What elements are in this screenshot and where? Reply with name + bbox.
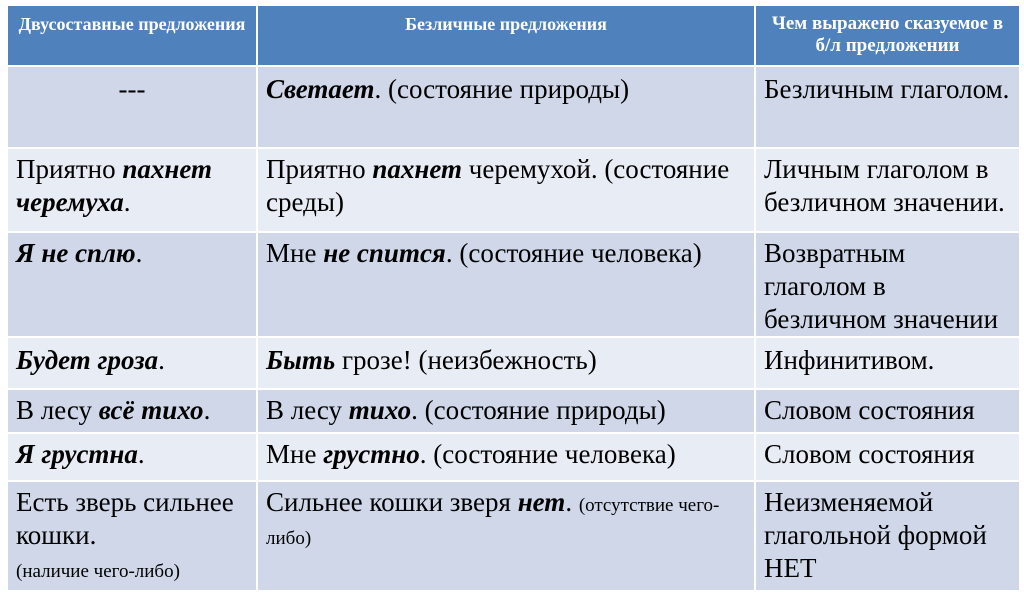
table-row	[7, 433, 1020, 481]
cell-two-part: Есть зверь сильнее кошки. (наличие чего-либо)	[7, 481, 257, 591]
cell-two-part: Будет гроза.	[7, 337, 257, 389]
cell-two-part: В лесу всё тихо.	[7, 389, 257, 433]
cell-two-part: Я грустна.	[7, 433, 257, 481]
cell-two-part: ---	[7, 66, 257, 148]
cell-predicate-type: Неизменяемой глагольной формой НЕТ	[755, 481, 1020, 591]
cell-impersonal: Приятно пахнет черемухой. (состояние среды)	[257, 148, 755, 232]
predicate-highlight: тихо	[348, 395, 412, 425]
table-row	[7, 66, 1020, 148]
predicate-highlight: Будет гроза	[16, 345, 159, 375]
cell-predicate-type: Личным глаголом в безличном значении.	[755, 148, 1020, 232]
predicate-highlight: грустно	[323, 439, 420, 469]
header-two-part-sentences: Двусоставные предложения	[7, 5, 257, 66]
note-text: (отсутствие чего-либо)	[266, 495, 720, 549]
note-text: (наличие чего-либо)	[16, 561, 180, 582]
cell-impersonal: Быть грозе! (неизбежность)	[257, 337, 755, 389]
predicate-highlight: Я грустна	[16, 439, 138, 469]
predicate-highlight: нет	[517, 487, 566, 517]
header-predicate-expression: Чем выражено сказуемое в б/л предложении	[755, 5, 1020, 66]
predicate-highlight: пахнет черемуха	[16, 154, 213, 217]
cell-predicate-type: Возвратным глаголом в безличном значении	[755, 232, 1020, 337]
cell-two-part: Я не сплю.	[7, 232, 257, 337]
table-row	[7, 337, 1020, 389]
cell-predicate-type: Словом состояния	[755, 389, 1020, 433]
predicate-highlight: пахнет	[372, 154, 463, 184]
predicate-highlight: Светает	[266, 74, 375, 104]
cell-predicate-type: Инфинитивом.	[755, 337, 1020, 389]
comparison-table	[6, 4, 1021, 592]
cell-two-part: Приятно пахнет черемуха.	[7, 148, 257, 232]
table-row	[7, 148, 1020, 232]
header-impersonal-sentences: Безличные предложения	[257, 5, 755, 66]
cell-impersonal: Светает. (состояние природы)	[257, 66, 755, 148]
cell-predicate-type: Безличным глаголом.	[755, 66, 1020, 148]
table-row	[7, 232, 1020, 337]
cell-impersonal: В лесу тихо. (состояние природы)	[257, 389, 755, 433]
predicate-highlight: всё тихо	[98, 395, 204, 425]
table-row	[7, 389, 1020, 433]
predicate-highlight: Быть	[266, 345, 336, 375]
cell-predicate-type: Словом состояния	[755, 433, 1020, 481]
cell-impersonal: Сильнее кошки зверя нет. (отсутствие чего-либо)	[257, 481, 755, 591]
predicate-highlight: Я не сплю	[16, 238, 136, 268]
table-row	[7, 481, 1020, 591]
cell-impersonal: Мне грустно. (состояние человека)	[257, 433, 755, 481]
header-row	[7, 5, 1020, 66]
cell-impersonal: Мне не спится. (состояние человека)	[257, 232, 755, 337]
predicate-highlight: не спится	[323, 238, 446, 268]
